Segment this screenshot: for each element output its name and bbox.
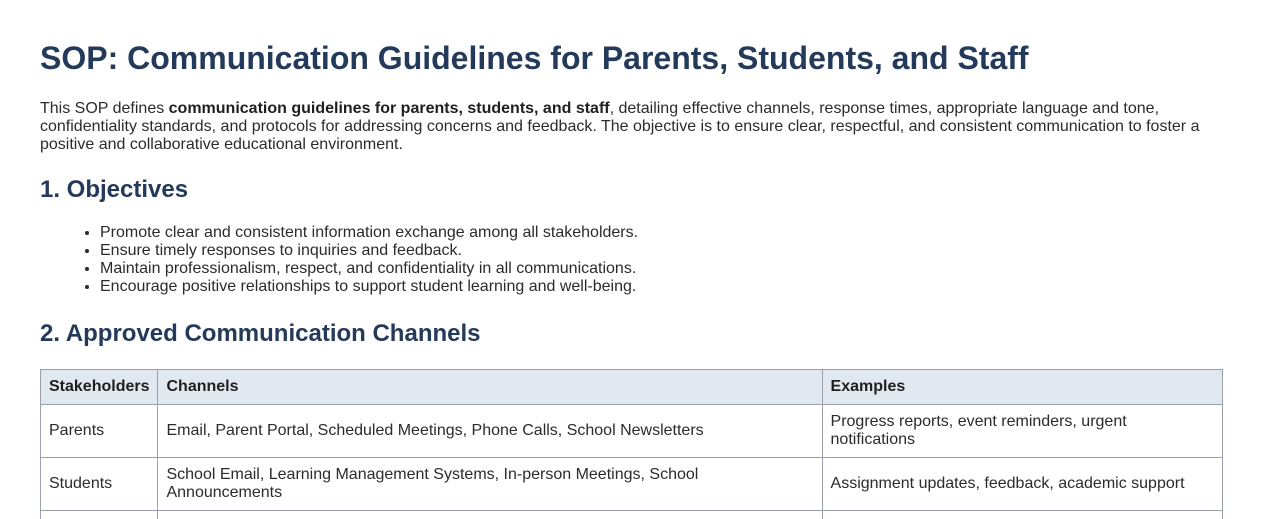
table-cell: Parents <box>41 405 158 458</box>
column-header-channels: Channels <box>158 370 822 405</box>
table-cell <box>41 511 158 519</box>
channels-table <box>40 369 1223 519</box>
intro-text-after: , detailing effective channels, response times, appropriate language and tone, confidentiality standards, and protocols for addressing concerns and feedback. The objective is to ensure clear, respectful, and consistent communication to foster a positive and collaborative educational environment. <box>40 100 1200 153</box>
table-row <box>41 511 1223 519</box>
table-header-row <box>41 370 1223 405</box>
intro-text-bold: communication guidelines for parents, students, and staff <box>168 100 610 117</box>
table-cell: School Email, Learning Management Systems, In-person Meetings, School Announcements <box>158 458 822 511</box>
table-row <box>41 458 1223 511</box>
table-cell: Students <box>41 458 158 511</box>
column-header-stakeholders: Stakeholders <box>41 370 158 405</box>
table-cell: Progress reports, event reminders, urgent notifications <box>822 405 1222 458</box>
table-row <box>41 405 1223 458</box>
column-header-examples: Examples <box>822 370 1222 405</box>
objectives-heading: 1. Objectives <box>40 176 189 203</box>
objectives-list <box>40 224 1223 296</box>
list-item: • Ensure timely responses to inquiries and feedback. <box>100 242 1223 260</box>
list-item: • Maintain professionalism, respect, and confidentiality in all communications. <box>100 260 1223 278</box>
intro-text-before: This SOP defines <box>40 100 169 117</box>
table-cell <box>822 511 1222 519</box>
table-cell: Email, Parent Portal, Scheduled Meetings, Phone Calls, School Newsletters <box>158 405 822 458</box>
channels-heading: 2. Approved Communication Channels <box>40 320 481 347</box>
list-item: • Encourage positive relationships to support student learning and well-being. <box>100 278 1223 296</box>
table-cell <box>158 511 822 519</box>
table-cell: Assignment updates, feedback, academic support <box>822 458 1222 511</box>
list-item: • Promote clear and consistent information exchange among all stakeholders. <box>100 224 1223 242</box>
intro-paragraph <box>40 100 1223 154</box>
page-title: SOP: Communication Guidelines for Parents, Students, and Staff <box>40 40 1029 76</box>
